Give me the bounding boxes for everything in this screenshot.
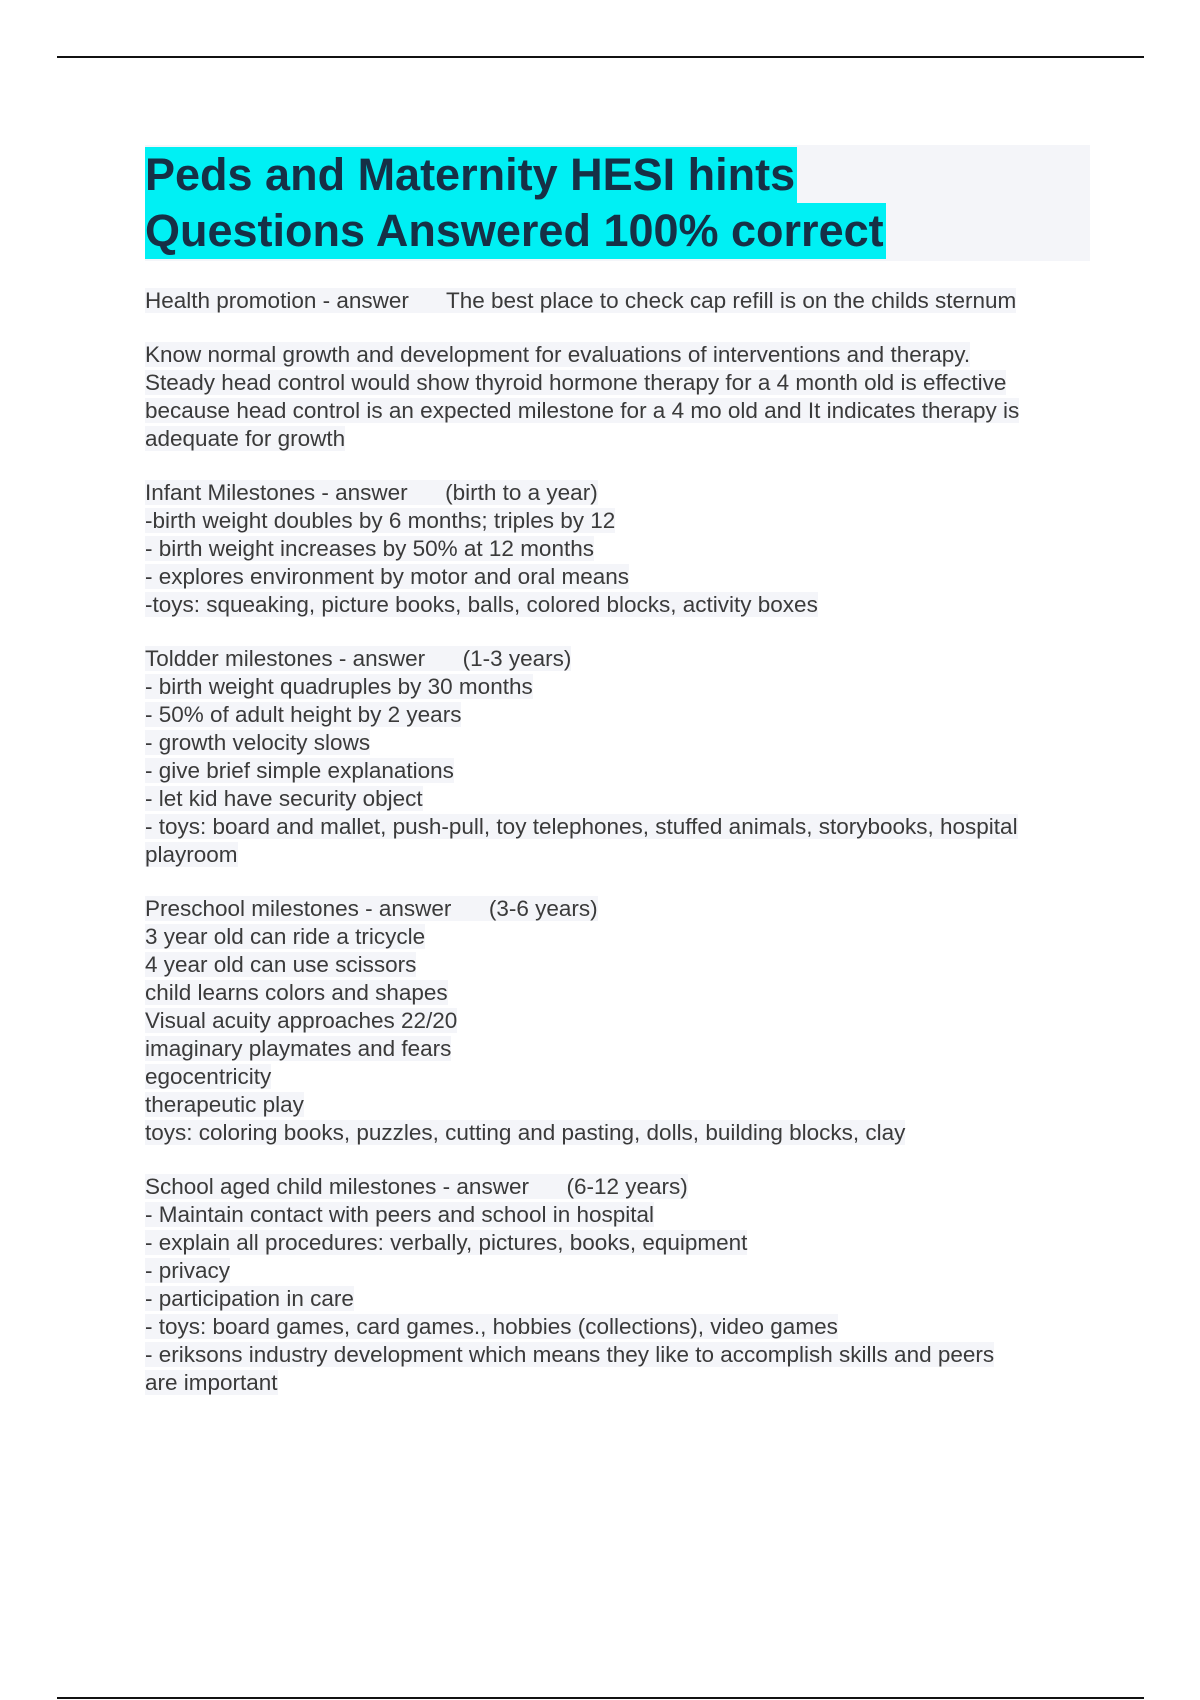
qa-block xyxy=(145,287,1090,315)
text-line-content: - explores environment by motor and oral means xyxy=(145,564,629,589)
text-line-content: Infant Milestones - answer (birth to a year) xyxy=(145,480,598,505)
text-line xyxy=(145,563,1090,591)
text-line-content: therapeutic play xyxy=(145,1092,304,1117)
text-line xyxy=(145,1035,1090,1063)
text-line xyxy=(145,1369,1090,1397)
text-line xyxy=(145,479,1090,507)
text-line xyxy=(145,1229,1090,1257)
qa-block xyxy=(145,645,1090,869)
text-line xyxy=(145,591,1090,619)
text-line-content: adequate for growth xyxy=(145,426,346,451)
text-line-content: School aged child milestones - answer (6-12 years) xyxy=(145,1174,688,1199)
text-line xyxy=(145,757,1090,785)
text-line xyxy=(145,1257,1090,1285)
text-line-content: - eriksons industry development which means they like to accomplish skills and peers xyxy=(145,1342,995,1367)
text-line-content: - give brief simple explanations xyxy=(145,758,454,783)
qa-block xyxy=(145,895,1090,1147)
text-line xyxy=(145,895,1090,923)
title-block xyxy=(145,145,1090,261)
text-line-content: Know normal growth and development for evaluations of interventions and therapy. xyxy=(145,342,971,367)
text-line-content: - let kid have security object xyxy=(145,786,423,811)
text-line xyxy=(145,841,1090,869)
text-line xyxy=(145,1063,1090,1091)
document-title-line-1: Peds and Maternity HESI hints xyxy=(145,147,797,203)
document-title-line-2: Questions Answered 100% correct xyxy=(145,203,886,259)
text-line xyxy=(145,1201,1090,1229)
text-line-content: are important xyxy=(145,1370,278,1395)
text-line-content: toys: coloring books, puzzles, cutting and pasting, dolls, building blocks, clay xyxy=(145,1120,906,1145)
text-line-content: - toys: board and mallet, push-pull, toy telephones, stuffed animals, storybooks, hospital xyxy=(145,814,1018,839)
bottom-rule xyxy=(57,1697,1144,1699)
text-line xyxy=(145,785,1090,813)
text-line-content: playroom xyxy=(145,842,238,867)
text-line-content: - privacy xyxy=(145,1258,231,1283)
qa-block xyxy=(145,1173,1090,1397)
text-line xyxy=(145,729,1090,757)
text-line-content: - Maintain contact with peers and school in hospital xyxy=(145,1202,655,1227)
text-line xyxy=(145,673,1090,701)
text-line-content: Toldder milestones - answer (1-3 years) xyxy=(145,646,572,671)
text-line xyxy=(145,287,1090,315)
text-line-content: - participation in care xyxy=(145,1286,354,1311)
text-line xyxy=(145,507,1090,535)
text-line xyxy=(145,535,1090,563)
text-line-content: - growth velocity slows xyxy=(145,730,371,755)
text-line xyxy=(145,923,1090,951)
text-line-content: egocentricity xyxy=(145,1064,272,1089)
text-line-content: -toys: squeaking, picture books, balls, colored blocks, activity boxes xyxy=(145,592,818,617)
text-line xyxy=(145,1173,1090,1201)
text-line xyxy=(145,1091,1090,1119)
qa-blocks xyxy=(145,287,1090,1397)
text-line-content: - birth weight increases by 50% at 12 months xyxy=(145,536,594,561)
text-line-content: Visual acuity approaches 22/20 xyxy=(145,1008,458,1033)
text-line xyxy=(145,645,1090,673)
text-line-content: - toys: board games, card games., hobbies (collections), video games xyxy=(145,1314,838,1339)
text-line xyxy=(145,1313,1090,1341)
text-line xyxy=(145,979,1090,1007)
text-line-content: Preschool milestones - answer (3-6 years) xyxy=(145,896,598,921)
text-line-content: imaginary playmates and fears xyxy=(145,1036,452,1061)
text-line xyxy=(145,425,1090,453)
text-line xyxy=(145,951,1090,979)
top-rule xyxy=(57,56,1144,58)
text-line-content: -birth weight doubles by 6 months; triples by 12 xyxy=(145,508,616,533)
text-line xyxy=(145,1285,1090,1313)
text-line-content: 4 year old can use scissors xyxy=(145,952,417,977)
text-line xyxy=(145,1007,1090,1035)
text-line xyxy=(145,1119,1090,1147)
text-line xyxy=(145,369,1090,397)
text-line xyxy=(145,397,1090,425)
text-line-content: 3 year old can ride a tricycle xyxy=(145,924,426,949)
text-line-content: Health promotion - answer The best place to check cap refill is on the childs sternum xyxy=(145,288,1017,313)
text-line xyxy=(145,1341,1090,1369)
text-line xyxy=(145,701,1090,729)
text-line-content: - birth weight quadruples by 30 months xyxy=(145,674,533,699)
text-line-content: Steady head control would show thyroid hormone therapy for a 4 month old is effective xyxy=(145,370,1007,395)
text-line-content: - explain all procedures: verbally, pictures, books, equipment xyxy=(145,1230,748,1255)
text-line-content: because head control is an expected milestone for a 4 mo old and It indicates therapy is xyxy=(145,398,1020,423)
text-line xyxy=(145,341,1090,369)
qa-block xyxy=(145,479,1090,619)
document-body xyxy=(145,145,1090,1423)
text-line-content: child learns colors and shapes xyxy=(145,980,448,1005)
text-line xyxy=(145,813,1090,841)
text-line-content: - 50% of adult height by 2 years xyxy=(145,702,462,727)
qa-block xyxy=(145,341,1090,453)
